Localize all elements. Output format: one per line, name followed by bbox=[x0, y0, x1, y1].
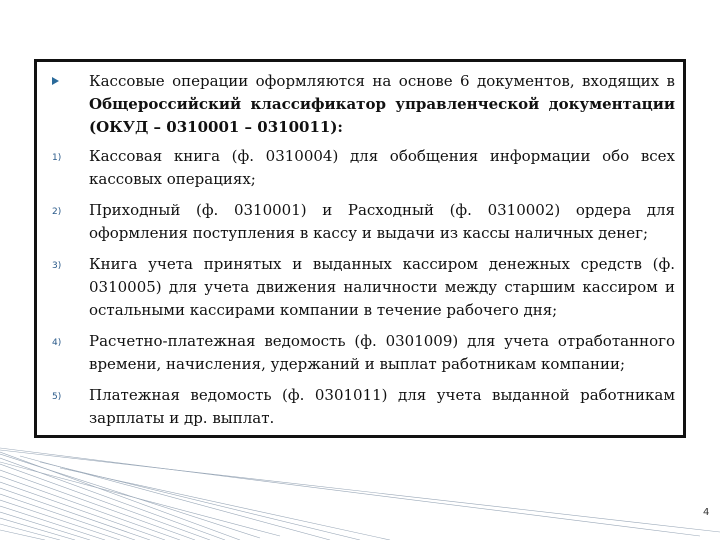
content-frame bbox=[34, 59, 686, 438]
arrow-bullet-icon bbox=[52, 77, 59, 85]
item-number: 1) bbox=[52, 153, 62, 163]
list-item bbox=[50, 384, 675, 430]
item-text: Расчетно-платежная ведомость (ф. 0301009) для учета отработанного времени, начисления, удержаний и выплат работникам компании; bbox=[89, 332, 675, 373]
intro-bold-text: Общероссийский классификатор управленческой документации (ОКУД – 0310001 – 0310011): bbox=[89, 95, 675, 136]
item-number: 2) bbox=[52, 207, 62, 217]
item-text: Кассовая книга (ф. 0310004) для обобщения информации обо всех кассовых операциях; bbox=[89, 147, 675, 188]
item-number: 3) bbox=[52, 261, 62, 271]
intro-paragraph bbox=[50, 70, 675, 139]
item-text: Платежная ведомость (ф. 0301011) для учета выданной работникам зарплаты и др. выплат. bbox=[89, 386, 675, 427]
item-number: 4) bbox=[52, 338, 62, 348]
intro-text: Кассовые операции оформляются на основе 6 документов, входящих в bbox=[89, 72, 675, 90]
list-item bbox=[50, 253, 675, 322]
item-text: Приходный (ф. 0310001) и Расходный (ф. 0310002) ордера для оформления поступления в кассу и выдачи из кассы наличных денег; bbox=[89, 201, 675, 242]
list-item bbox=[50, 199, 675, 245]
page-number: 4 bbox=[703, 507, 710, 518]
content-list bbox=[50, 70, 675, 438]
list-item bbox=[50, 330, 675, 376]
item-number: 5) bbox=[52, 392, 62, 402]
item-text: Книга учета принятых и выданных кассиром денежных средств (ф. 0310005) для учета движения наличности между старшим кассиром и остальными кассирами компании в течение рабочего дня; bbox=[89, 255, 675, 319]
list-item bbox=[50, 145, 675, 191]
decorative-hatch-lines bbox=[0, 440, 720, 540]
